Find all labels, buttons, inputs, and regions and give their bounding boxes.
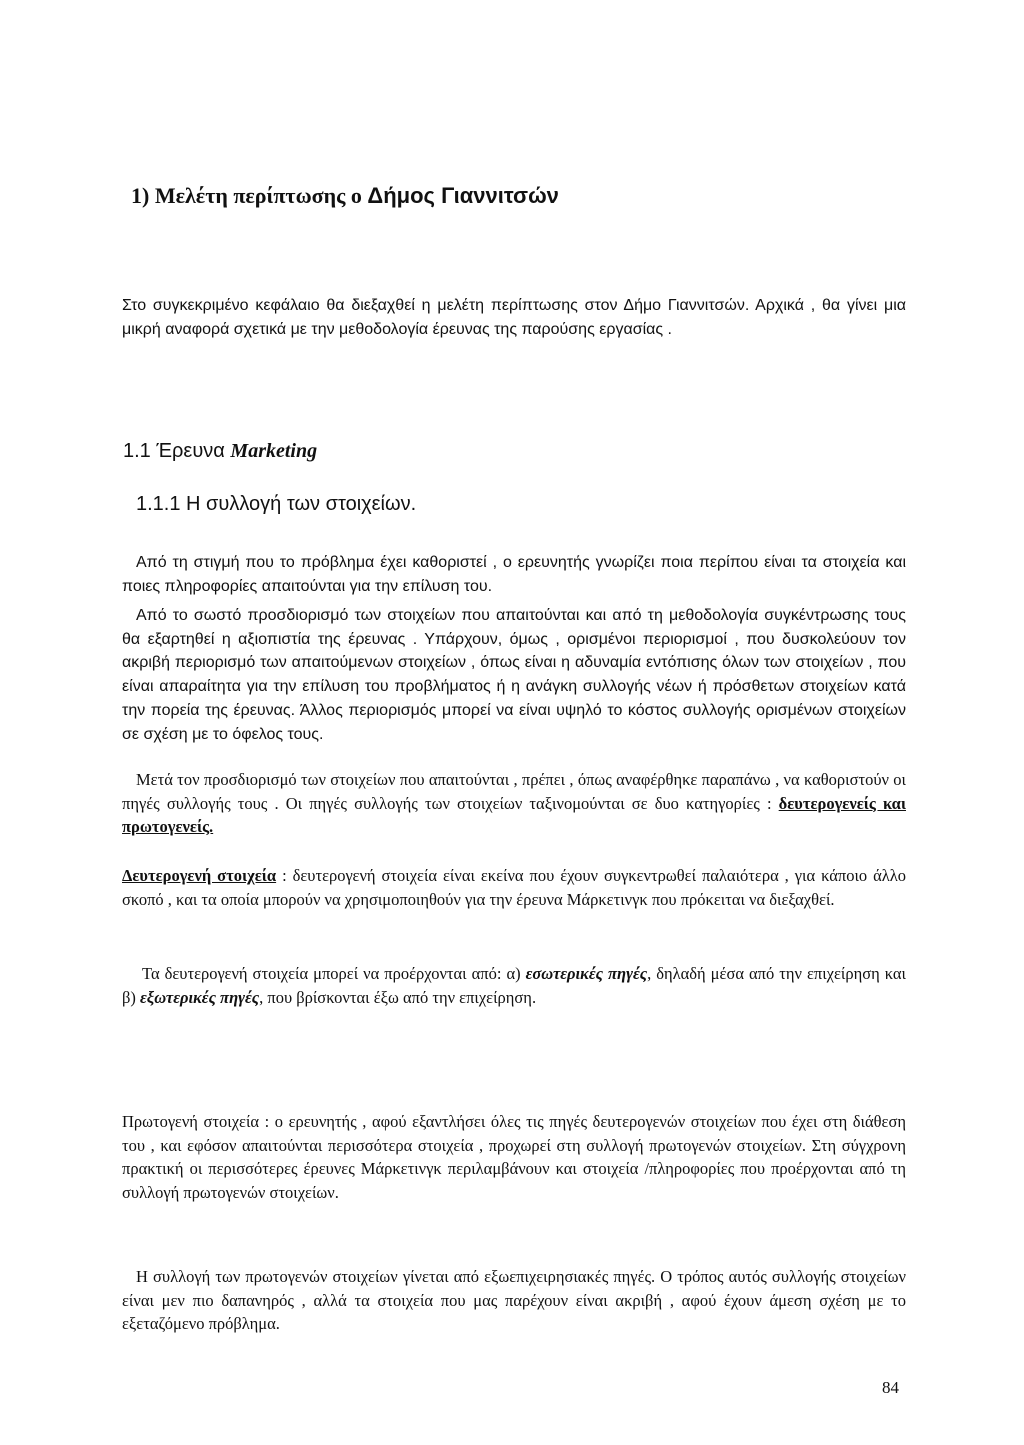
paragraph-secondary-data (122, 864, 906, 911)
page-title (131, 183, 559, 209)
paragraph-problem-defined (122, 551, 906, 598)
section-heading (123, 440, 317, 463)
source-categories: δευτερογενείς και πρωτογενείς. (122, 793, 906, 837)
paragraph-5-text-a: Τα δευτερογενή στοιχεία μπορεί να προέρχονται από: α) (142, 964, 521, 983)
intro-paragraph: Στο συγκεκριμένο κεφάλαιο θα διεξαχθεί η μελέτη περίπτωσης στον Δήμο Γιαννιτσών. Αρχικά , θα γίνει μια μικρή αναφορά σχετικά με την μεθοδολογία έρευνας της παρούσης εργασίας . (122, 297, 906, 338)
internal-sources-term: εσωτερικές πηγές (525, 964, 648, 983)
paragraph-constraints (122, 604, 906, 746)
paragraph-1-text: Από τη στιγμή που το πρόβλημα έχει καθοριστεί , ο ερευνητής γνωρίζει ποια περίπου είναι τα στοιχεία και ποιες πληροφορίες απαιτούνται για την επίλυση του. (122, 554, 906, 595)
title-part-1: 1) Μελέτη περίπτωσης ο (131, 183, 362, 208)
external-sources-term: εξωτερικές πηγές (140, 987, 260, 1007)
section-marketing-word: Marketing (230, 440, 318, 462)
paragraph-7-text: Η συλλογή των πρωτογενών στοιχείων γίνεται από εξωεπιχειρησιακές πηγές. Ο τρόπος αυτός συλλογής στοιχείων είναι μεν πιο δαπανηρός , αλλά τα στοιχεία που μας παρέχουν είναι ακριβή , αφού έχουν άμεση σχέση με το εξεταζόμενο πρόβλημα. (122, 1267, 906, 1334)
paragraph-primary-data: Πρωτογενή στοιχεία : ο ερευνητής , αφού εξαντλήσει όλες τις πηγές δευτερογενών στοιχείων που έχει στη διάθεση του , και εφόσον απαιτούνται περισσότερα στοιχεία , προχωρεί στη συλλογή πρωτογενών στοιχείων. Στη σύγχρονη πρακτική οι περισσότερες έρευνες Μάρκετινγκ περιλαμβάνουν και στοιχεία /πληροφορίες που προέρχονται από τη συλλογή πρωτογενών στοιχείων. (122, 1112, 906, 1203)
section-number-label: 1.1 Έρευνα (123, 440, 225, 462)
page-number: 84 (882, 1378, 899, 1397)
title-part-2: Δήμος Γιαννιτσών (367, 183, 559, 208)
paragraph-3-text: Μετά τον προσδιορισμό των στοιχείων που απαιτούνται , πρέπει , όπως αναφέρθηκε παραπάνω , να καθοριστούν οι πηγές συλλογής τους . Οι πηγές συλλογής των στοιχείων ταξινομούνται σε δυο κατηγορίες : (122, 770, 906, 813)
paragraph-primary-collection (122, 1265, 906, 1336)
paragraph-5-text-c: , που βρίσκονται έξω από την επιχείρηση. (259, 987, 537, 1007)
subsection-heading: 1.1.1 Η συλλογή των στοιχείων. (136, 493, 417, 515)
paragraph-secondary-origins (122, 962, 906, 1009)
paragraph-2-text: Από το σωστό προσδιορισμό των στοιχείων που απαιτούνται και από τη μεθοδολογία συγκέντρωσης τους θα εξαρτηθεί η αξιοπιστία της έρευνας . Υπάρχουν, όμως , ορισμένοι περιορισμοί , που δυσκολεύουν τον ακριβή περιορισμό των απαιτούμενων στοιχείων , όπως είναι η αδυναμία εντόπισης όλων των στοιχείων , που είναι απαραίτητα για την επίλυση του προβλήματος ή η ανάγκη συλλογής νέων ή πρόσθετων στοιχείων κατά την πορεία της έρευνας. Άλλος περιορισμός μπορεί να είναι υψηλό το κόστος συλλογής ορισμένων στοιχείων σε σχέση με το όφελος τους. (122, 607, 906, 743)
secondary-data-term: Δευτερογενή στοιχεία (122, 866, 277, 885)
paragraph-sources (122, 768, 906, 839)
paragraph-4-text: : δευτερογενή στοιχεία είναι εκείνα που έχουν συγκεντρωθεί παλαιότερα , για κάποιο άλλο σκοπό , και τα οποία μπορούν να χρησιμοποιηθούν για την έρευνα Μάρκετινγκ που πρόκειται να διεξαχθεί. (122, 866, 906, 909)
paragraph-5-text-b: , δηλαδή μέσα από την επιχείρηση και β) (122, 964, 906, 1007)
